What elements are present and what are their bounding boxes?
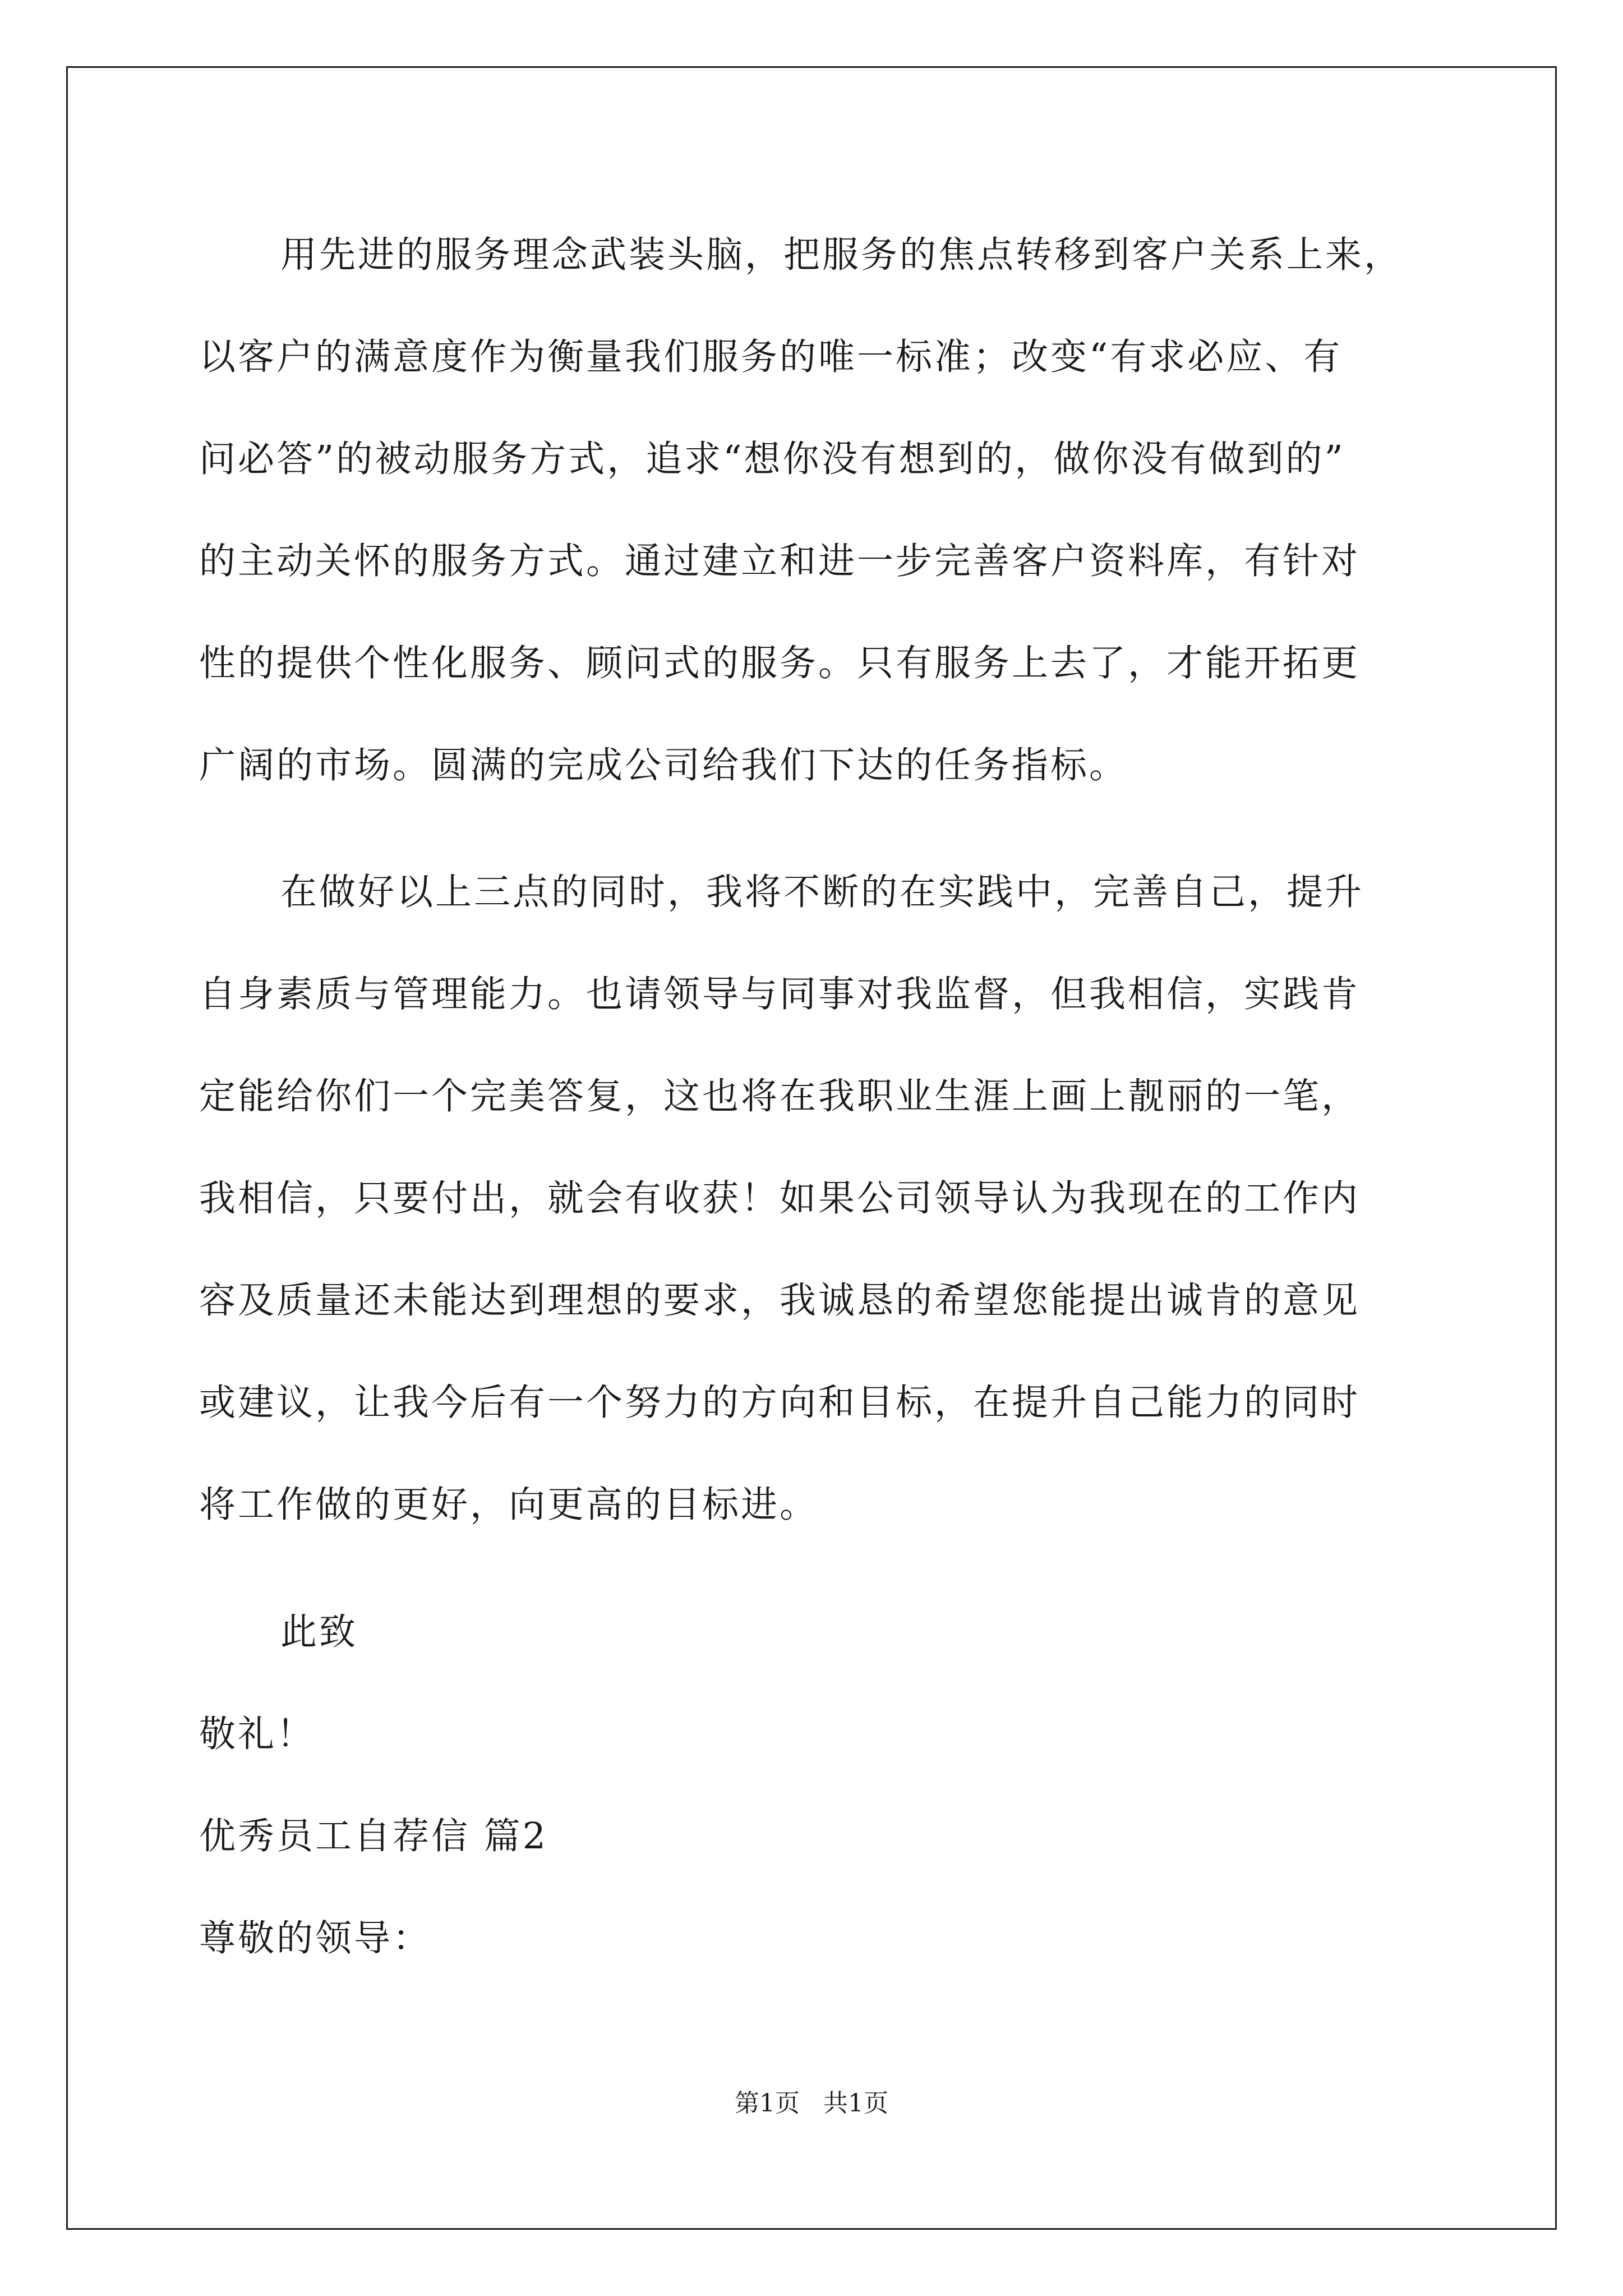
greeting: 尊敬的领导：: [199, 1917, 432, 1959]
page-border: [66, 66, 1557, 2230]
text-line: 将工作做的更好，向更高的目标进。: [199, 1484, 819, 1526]
text-line: 的主动关怀的服务方式。通过建立和进一步完善客户资料库，有针对: [199, 540, 1361, 582]
page-number: 第1页 共1页: [735, 2089, 888, 2118]
text-line: 或建议，让我今后有一个努力的方向和目标，在提升自己能力的同时: [199, 1382, 1361, 1424]
text-line: 广阔的市场。圆满的完成公司给我们下达的任务指标。: [199, 744, 1128, 786]
section-heading: 优秀员工自荐信 篇2: [199, 1815, 548, 1857]
text-line: 问必答”的被动服务方式，追求“想你没有想到的，做你没有做到的”: [199, 438, 1345, 480]
text-line: 以客户的满意度作为衡量我们服务的唯一标准；改变“有求必应、有: [199, 336, 1343, 378]
text-line: 定能给你们一个完美答复，这也将在我职业生涯上画上靓丽的一笔，: [199, 1075, 1361, 1117]
closing-regards: 敬礼！: [199, 1713, 316, 1755]
text-line: 我相信，只要付出，就会有收获！如果公司领导认为我现在的工作内: [199, 1177, 1361, 1220]
text-line: 自身素质与管理能力。也请领导与同事对我监督，但我相信，实践肯: [199, 973, 1361, 1015]
text-line: 性的提供个性化服务、顾问式的服务。只有服务上去了，才能开拓更: [199, 642, 1361, 684]
text-line: 容及质量还未能达到理想的要求，我诚恳的希望您能提出诚肯的意见: [199, 1280, 1361, 1322]
text-line: 用先进的服务理念武装头脑，把服务的焦点转移到客户关系上来，: [280, 234, 1403, 276]
closing-salutation: 此致: [280, 1611, 358, 1653]
text-line: 在做好以上三点的同时，我将不断的在实践中，完善自己，提升: [280, 871, 1364, 913]
